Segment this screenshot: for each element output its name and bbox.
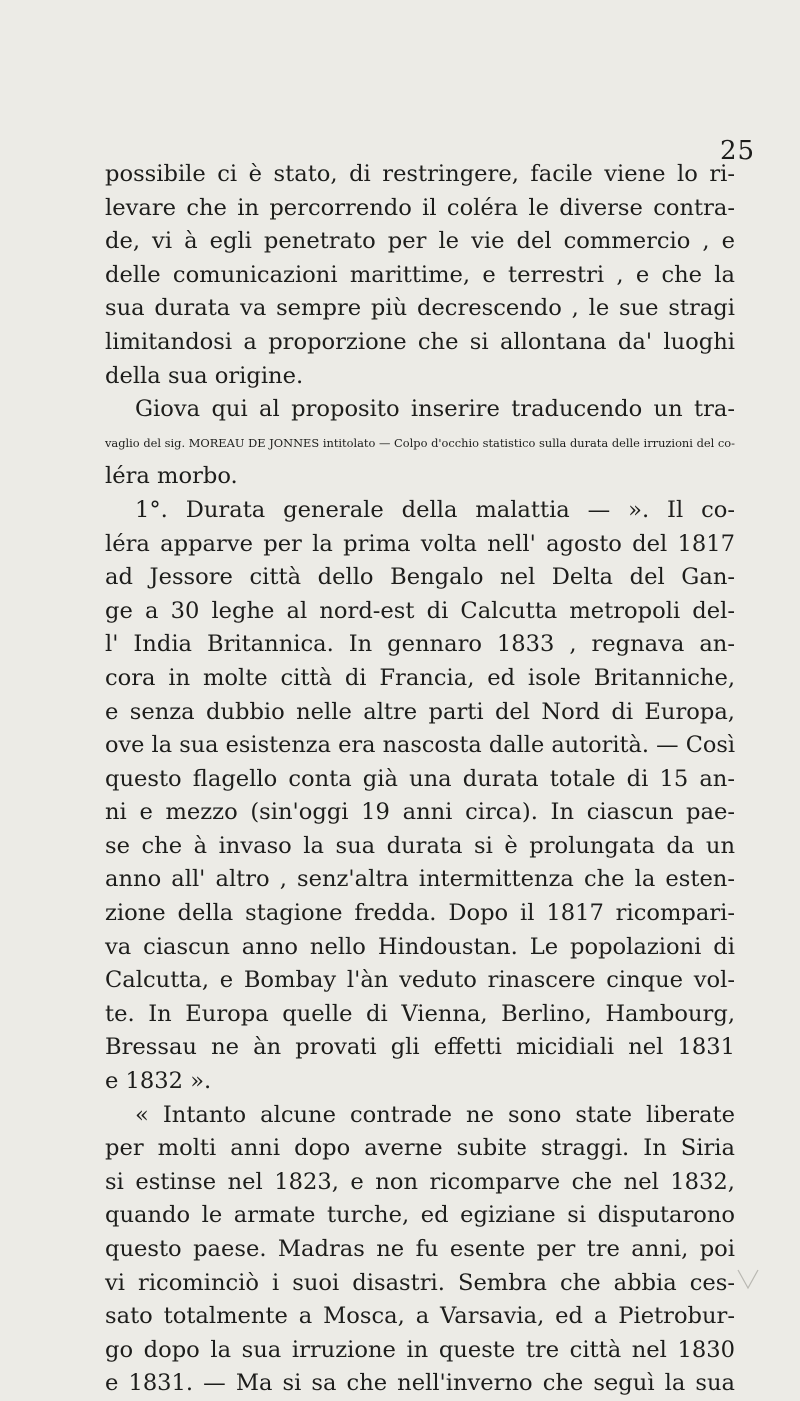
text-line: e senza dubbio nelle altre parti del Nord di Europa, bbox=[105, 698, 735, 725]
text-line: si estinse nel 1823, e non ricomparve che nel 1832, bbox=[105, 1168, 735, 1195]
text-line: vaglio del sig. MOREAU DE JONNES intitolato — Colpo d'occhio statistico sulla durata delle irruzioni del co- bbox=[105, 435, 735, 450]
text-line: ge a 30 leghe al nord-est di Calcutta metropoli del- bbox=[105, 597, 735, 624]
text-line: 1°. Durata generale della malattia — ». Il co- bbox=[135, 496, 735, 523]
scan-mark-icon bbox=[736, 1268, 760, 1290]
text-line: de, vi à egli penetrato per le vie del commercio , e bbox=[105, 228, 735, 255]
text-line: léra morbo. bbox=[105, 463, 238, 490]
text-line: Bressau ne àn provati gli effetti micidiali nel 1831 bbox=[105, 1034, 735, 1061]
text-line: Calcutta, e Bombay l'àn veduto rinascere cinque vol- bbox=[105, 967, 735, 994]
text-line: levare che in percorrendo il coléra le diverse contra- bbox=[105, 194, 735, 221]
text-line: sua durata va sempre più decrescendo , le sue stragi bbox=[105, 295, 735, 322]
text-line: quando le armate turche, ed egiziane si disputarono bbox=[105, 1202, 735, 1229]
text-line: sato totalmente a Mosca, a Varsavia, ed a Pietrobur- bbox=[105, 1303, 735, 1330]
text-line: go dopo la sua irruzione in queste tre città nel 1830 bbox=[105, 1336, 735, 1363]
text-line: l' India Britannica. In gennaro 1833 , regnava an- bbox=[105, 631, 735, 658]
text-line: vi ricominciò i suoi disastri. Sembra che abbia ces- bbox=[105, 1269, 735, 1296]
text-line: va ciascun anno nello Hindoustan. Le popolazioni di bbox=[105, 933, 735, 960]
text-line: te. In Europa quelle di Vienna, Berlino, Hambourg, bbox=[105, 1000, 735, 1027]
text-line: possibile ci è stato, di restringere, facile viene lo ri- bbox=[105, 161, 735, 187]
text-line: anno all' altro , senz'altra intermittenza che la esten- bbox=[105, 866, 735, 893]
text-line: delle comunicazioni marittime, e terrestri , e che la bbox=[105, 261, 735, 288]
body-text bbox=[105, 158, 735, 1401]
text-line: « Intanto alcune contrade ne sono state liberate bbox=[135, 1101, 735, 1128]
text-line: e 1831. — Ma si sa che nell'inverno che seguì la sua bbox=[105, 1370, 735, 1397]
text-line: ove la sua esistenza era nascosta dalle autorità. — Così bbox=[105, 732, 735, 759]
text-line: per molti anni dopo averne subite straggi. In Siria bbox=[105, 1135, 735, 1162]
text-line: e 1832 ». bbox=[105, 1068, 212, 1095]
page-number: 25 bbox=[720, 136, 756, 166]
text-line: ni e mezzo (sin'oggi 19 anni circa). In ciascun pae- bbox=[105, 799, 735, 826]
text-line: questo flagello conta già una durata totale di 15 an- bbox=[105, 765, 735, 792]
text-line: zione della stagione fredda. Dopo il 1817 ricompari- bbox=[105, 900, 735, 927]
text-line: ad Jessore città dello Bengalo nel Delta del Gan- bbox=[105, 564, 735, 591]
text-line: limitandosi a proporzione che si allontana da' luoghi bbox=[105, 328, 735, 355]
text-line: Giova qui al proposito inserire traducendo un tra- bbox=[135, 396, 735, 423]
text-line: questo paese. Madras ne fu esente per tre anni, poi bbox=[105, 1236, 735, 1262]
text-line: della sua origine. bbox=[105, 362, 304, 389]
text-line: se che à invaso la sua durata si è prolungata da un bbox=[105, 832, 735, 859]
text-line: léra apparve per la prima volta nell' agosto del 1817 bbox=[105, 530, 735, 557]
text-line: cora in molte città di Francia, ed isole Britanniche, bbox=[105, 664, 735, 691]
